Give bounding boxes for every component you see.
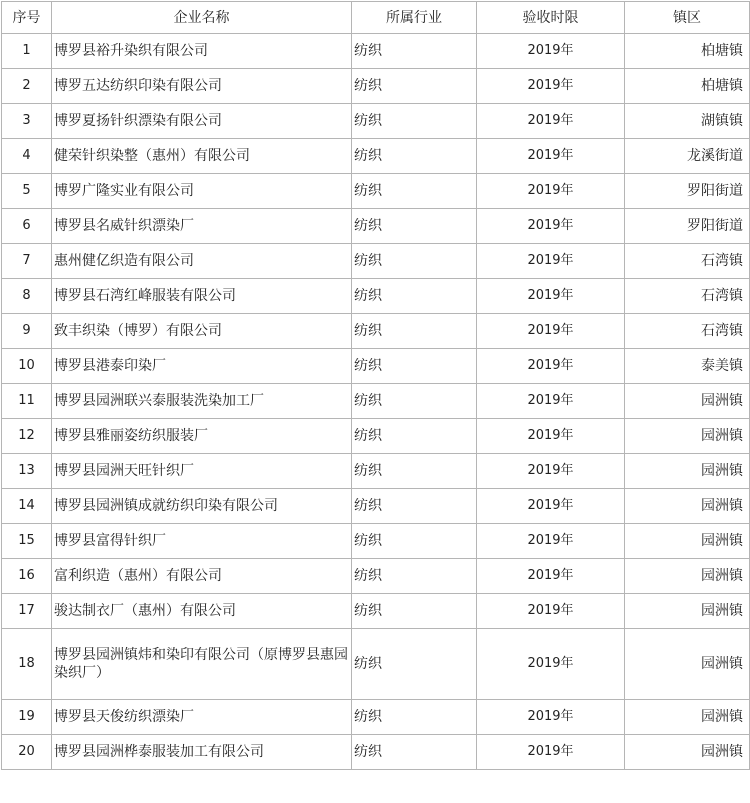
cell-name: 博罗县裕升染织有限公司 xyxy=(52,34,352,69)
header-no: 序号 xyxy=(2,2,52,34)
cell-deadline: 2019年 xyxy=(477,349,625,384)
cell-no: 16 xyxy=(2,559,52,594)
table-row xyxy=(2,524,750,559)
cell-town: 湖镇镇 xyxy=(625,104,750,139)
cell-deadline: 2019年 xyxy=(477,174,625,209)
cell-name: 博罗县石湾红峰服装有限公司 xyxy=(52,279,352,314)
cell-industry: 纺织 xyxy=(352,314,477,349)
cell-deadline: 2019年 xyxy=(477,594,625,629)
cell-no: 19 xyxy=(2,700,52,735)
cell-no: 6 xyxy=(2,209,52,244)
cell-town: 柏塘镇 xyxy=(625,69,750,104)
cell-no: 4 xyxy=(2,139,52,174)
cell-industry: 纺织 xyxy=(352,349,477,384)
cell-deadline: 2019年 xyxy=(477,735,625,770)
cell-deadline: 2019年 xyxy=(477,524,625,559)
cell-industry: 纺织 xyxy=(352,174,477,209)
cell-town: 园洲镇 xyxy=(625,419,750,454)
table-row xyxy=(2,419,750,454)
cell-deadline: 2019年 xyxy=(477,629,625,700)
cell-town: 园洲镇 xyxy=(625,700,750,735)
cell-industry: 纺织 xyxy=(352,559,477,594)
table-row xyxy=(2,139,750,174)
cell-deadline: 2019年 xyxy=(477,104,625,139)
table-row xyxy=(2,349,750,384)
cell-industry: 纺织 xyxy=(352,244,477,279)
cell-town: 石湾镇 xyxy=(625,314,750,349)
cell-industry: 纺织 xyxy=(352,700,477,735)
table-row xyxy=(2,735,750,770)
cell-town: 罗阳街道 xyxy=(625,209,750,244)
header-town: 镇区 xyxy=(625,2,750,34)
table-row xyxy=(2,209,750,244)
cell-industry: 纺织 xyxy=(352,489,477,524)
cell-name: 博罗县雅丽姿纺织服装厂 xyxy=(52,419,352,454)
cell-name: 博罗县园洲镇炜和染印有限公司（原博罗县惠园染织厂） xyxy=(52,629,352,700)
cell-name: 博罗县园洲天旺针织厂 xyxy=(52,454,352,489)
cell-no: 5 xyxy=(2,174,52,209)
cell-name: 博罗夏扬针织漂染有限公司 xyxy=(52,104,352,139)
table-row xyxy=(2,629,750,700)
cell-name: 富利织造（惠州）有限公司 xyxy=(52,559,352,594)
cell-no: 1 xyxy=(2,34,52,69)
cell-name: 博罗五达纺织印染有限公司 xyxy=(52,69,352,104)
table-body xyxy=(2,34,750,770)
cell-name: 博罗县天俊纺织漂染厂 xyxy=(52,700,352,735)
cell-industry: 纺织 xyxy=(352,735,477,770)
cell-no: 3 xyxy=(2,104,52,139)
table-row xyxy=(2,314,750,349)
cell-no: 17 xyxy=(2,594,52,629)
cell-no: 11 xyxy=(2,384,52,419)
cell-no: 20 xyxy=(2,735,52,770)
cell-name: 博罗广隆实业有限公司 xyxy=(52,174,352,209)
cell-town: 柏塘镇 xyxy=(625,34,750,69)
table-row xyxy=(2,69,750,104)
table-row xyxy=(2,104,750,139)
cell-industry: 纺织 xyxy=(352,104,477,139)
cell-industry: 纺织 xyxy=(352,139,477,174)
cell-no: 15 xyxy=(2,524,52,559)
table-row xyxy=(2,489,750,524)
cell-town: 园洲镇 xyxy=(625,489,750,524)
header-name: 企业名称 xyxy=(52,2,352,34)
cell-no: 2 xyxy=(2,69,52,104)
cell-name: 博罗县园洲桦泰服装加工有限公司 xyxy=(52,735,352,770)
cell-town: 泰美镇 xyxy=(625,349,750,384)
cell-town: 园洲镇 xyxy=(625,594,750,629)
cell-name: 博罗县园洲联兴泰服装洗染加工厂 xyxy=(52,384,352,419)
header-deadline: 验收时限 xyxy=(477,2,625,34)
cell-deadline: 2019年 xyxy=(477,69,625,104)
cell-no: 18 xyxy=(2,629,52,700)
cell-name: 惠州健亿织造有限公司 xyxy=(52,244,352,279)
cell-name: 致丰织染（博罗）有限公司 xyxy=(52,314,352,349)
cell-name: 骏达制衣厂（惠州）有限公司 xyxy=(52,594,352,629)
cell-town: 龙溪街道 xyxy=(625,139,750,174)
cell-industry: 纺织 xyxy=(352,454,477,489)
cell-no: 10 xyxy=(2,349,52,384)
cell-industry: 纺织 xyxy=(352,69,477,104)
cell-no: 14 xyxy=(2,489,52,524)
cell-deadline: 2019年 xyxy=(477,700,625,735)
cell-industry: 纺织 xyxy=(352,384,477,419)
table-row xyxy=(2,454,750,489)
cell-deadline: 2019年 xyxy=(477,489,625,524)
cell-name: 健荣针织染整（惠州）有限公司 xyxy=(52,139,352,174)
table-row xyxy=(2,34,750,69)
cell-town: 石湾镇 xyxy=(625,279,750,314)
table-row xyxy=(2,594,750,629)
table-row xyxy=(2,384,750,419)
header-industry: 所属行业 xyxy=(352,2,477,34)
cell-town: 园洲镇 xyxy=(625,735,750,770)
cell-industry: 纺织 xyxy=(352,594,477,629)
cell-no: 8 xyxy=(2,279,52,314)
cell-deadline: 2019年 xyxy=(477,244,625,279)
cell-no: 13 xyxy=(2,454,52,489)
table-header-row xyxy=(2,2,750,34)
cell-name: 博罗县港泰印染厂 xyxy=(52,349,352,384)
cell-industry: 纺织 xyxy=(352,419,477,454)
table-row xyxy=(2,244,750,279)
cell-industry: 纺织 xyxy=(352,629,477,700)
cell-deadline: 2019年 xyxy=(477,314,625,349)
cell-town: 园洲镇 xyxy=(625,559,750,594)
cell-town: 园洲镇 xyxy=(625,454,750,489)
cell-deadline: 2019年 xyxy=(477,34,625,69)
table-row xyxy=(2,559,750,594)
cell-industry: 纺织 xyxy=(352,209,477,244)
cell-deadline: 2019年 xyxy=(477,559,625,594)
cell-no: 7 xyxy=(2,244,52,279)
cell-town: 园洲镇 xyxy=(625,524,750,559)
table-row xyxy=(2,700,750,735)
cell-town: 罗阳街道 xyxy=(625,174,750,209)
cell-deadline: 2019年 xyxy=(477,419,625,454)
table-row xyxy=(2,174,750,209)
enterprise-table xyxy=(1,1,750,770)
cell-deadline: 2019年 xyxy=(477,384,625,419)
cell-deadline: 2019年 xyxy=(477,279,625,314)
cell-no: 12 xyxy=(2,419,52,454)
cell-name: 博罗县园洲镇成就纺织印染有限公司 xyxy=(52,489,352,524)
cell-industry: 纺织 xyxy=(352,279,477,314)
cell-no: 9 xyxy=(2,314,52,349)
table-row xyxy=(2,279,750,314)
cell-town: 园洲镇 xyxy=(625,384,750,419)
cell-town: 石湾镇 xyxy=(625,244,750,279)
cell-deadline: 2019年 xyxy=(477,209,625,244)
cell-name: 博罗县名威针织漂染厂 xyxy=(52,209,352,244)
cell-industry: 纺织 xyxy=(352,34,477,69)
cell-industry: 纺织 xyxy=(352,524,477,559)
cell-name: 博罗县富得针织厂 xyxy=(52,524,352,559)
cell-town: 园洲镇 xyxy=(625,629,750,700)
cell-deadline: 2019年 xyxy=(477,139,625,174)
cell-deadline: 2019年 xyxy=(477,454,625,489)
